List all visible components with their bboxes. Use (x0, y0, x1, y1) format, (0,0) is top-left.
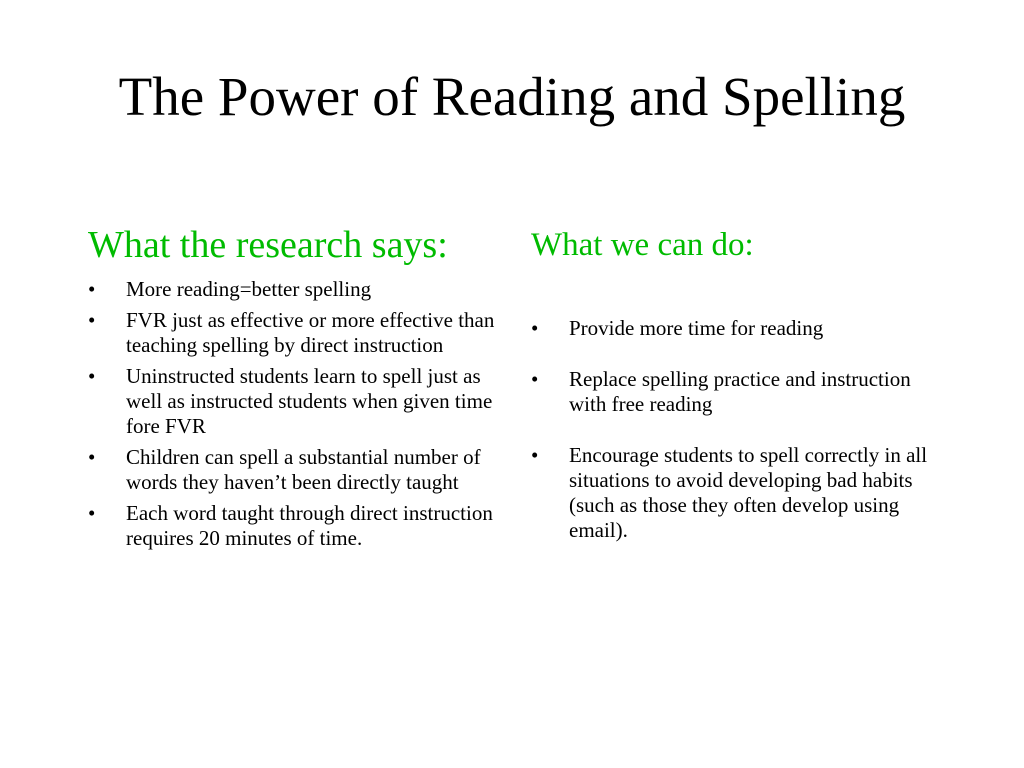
list-item (88, 445, 508, 495)
bullet-icon: • (88, 501, 96, 525)
list-item (88, 501, 508, 551)
list-item (88, 277, 508, 302)
list-item (531, 443, 931, 543)
list-item-text: Replace spelling practice and instruction with free reading (569, 367, 911, 416)
actions-bullet-list (531, 316, 931, 543)
list-item (531, 367, 931, 417)
list-item-text: Uninstructed students learn to spell just as well as instructed students when given time fore FVR (126, 364, 493, 438)
list-item (88, 364, 508, 439)
list-item-text: FVR just as effective or more effective than teaching spelling by direct instruction (126, 308, 495, 357)
bullet-icon: • (531, 316, 539, 340)
bullet-icon: • (531, 367, 539, 391)
bullet-icon: • (531, 443, 539, 467)
list-item-text: More reading=better spelling (126, 277, 372, 301)
bullet-icon: • (88, 364, 96, 388)
actions-column (531, 225, 931, 569)
bullet-icon: • (88, 445, 96, 469)
research-column (88, 225, 508, 557)
actions-heading: What we can do: (531, 227, 754, 263)
list-item-text: Children can spell a substantial number of words they haven’t been directly taught (126, 445, 481, 494)
list-item-text: Each word taught through direct instruction requires 20 minutes of time. (126, 501, 493, 550)
list-item-text: Encourage students to spell correctly in all situations to avoid developing bad habits (such as those they often develop using email). (569, 443, 928, 542)
slide-title: The Power of Reading and Spelling (118, 66, 906, 127)
list-item (531, 316, 931, 341)
research-bullet-list (88, 277, 508, 551)
bullet-icon: • (88, 308, 96, 332)
list-item-text: Provide more time for reading (569, 316, 824, 340)
research-heading: What the research says: (88, 224, 448, 266)
bullet-icon: • (88, 277, 96, 301)
list-item (88, 308, 508, 358)
